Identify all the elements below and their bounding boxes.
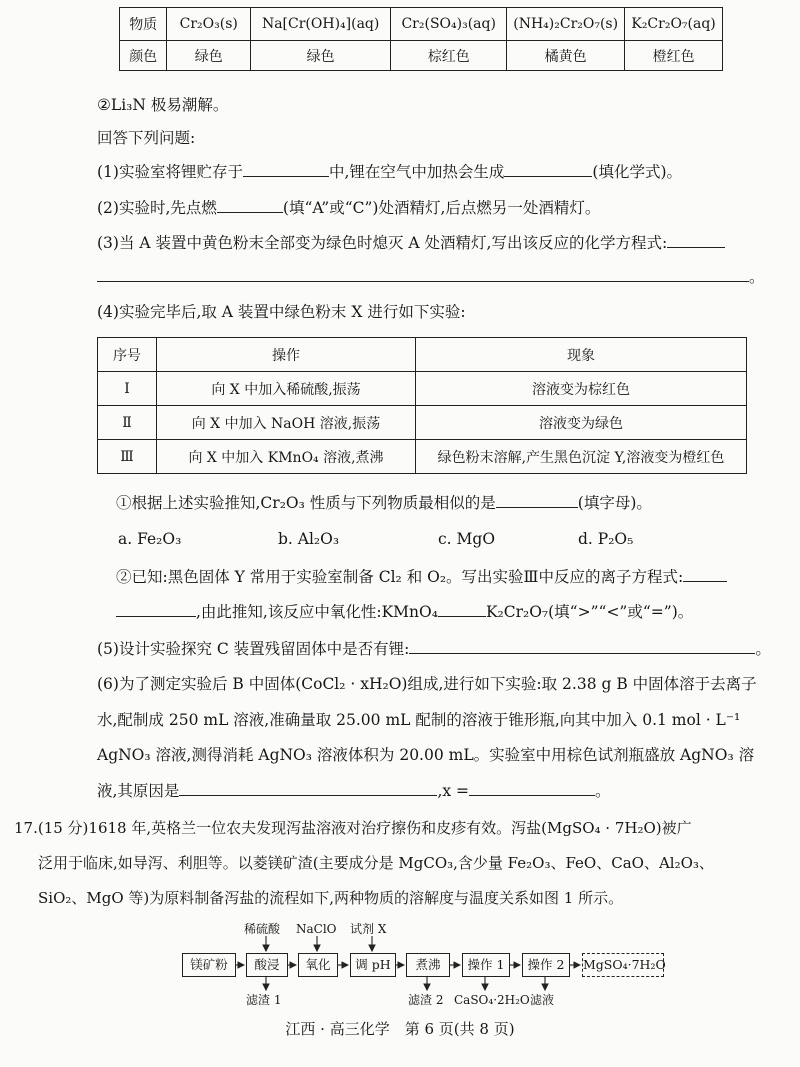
flow-box-oxidation: 氧化 [298, 953, 338, 977]
q4-2-text-c: K₂Cr₂O₇(填“>”“<”或“=”)。 [485, 603, 694, 621]
color-table-cell: 橘黄色 [507, 41, 625, 71]
q1-text-c: (填化学式)。 [592, 163, 683, 181]
flow-label-caso4: CaSO₄·2H₂O [454, 993, 530, 1007]
exp-row-operation: 向 X 中加入 KMnO₄ 溶液,煮沸 [157, 440, 416, 474]
color-table-cell: 颜色 [120, 41, 167, 71]
color-table-header: Cr₂(SO₄)₃(aq) [391, 8, 507, 41]
color-table-header: K₂Cr₂O₇(aq) [625, 8, 723, 41]
flow-box-operation-2: 操作 2 [522, 953, 570, 977]
exp-row-id: Ⅰ [98, 372, 157, 406]
flow-box-product: MgSO₄·7H₂O [582, 953, 664, 977]
exp-row-phenomenon: 溶液变为棕红色 [416, 372, 747, 406]
color-table-header: Cr₂O₃(s) [167, 8, 251, 41]
flow-label-filtrate: 滤液 [530, 993, 555, 1007]
exp-row-operation: 向 X 中加入 NaOH 溶液,振荡 [157, 406, 416, 440]
page-footer: 江西 · 高三化学 第 6 页(共 8 页) [285, 1020, 515, 1038]
exp-header: 现象 [416, 338, 747, 372]
exp-row-phenomenon: 绿色粉末溶解,产生黑色沉淀 Y,溶液变为橙红色 [416, 440, 747, 474]
flow-box-boil: 煮沸 [406, 953, 450, 977]
q3-end: 。 [749, 268, 765, 286]
question-17-line1: 17.(15 分)1618 年,英格兰一位农夫发现泻盐溶液对治疗擦伤和皮疹有效。泻盐(MgSO₄ · 7H₂O)被广 [14, 819, 692, 837]
question-17-line2: 泛用于临床,如导泻、利胆等。以菱镁矿渣(主要成分是 MgCO₃,含少量 Fe₂O₃、FeO、CaO、Al₂O₃、 [38, 854, 714, 872]
question-4-intro: (4)实验完毕后,取 A 装置中绿色粉末 X 进行如下实验: [97, 303, 466, 321]
flow-label-reagent-x: 试剂 X [350, 922, 387, 936]
q4-1-text-b: (填字母)。 [577, 494, 652, 512]
exp-header: 操作 [157, 338, 416, 372]
question-6-line2: 水,配制成 250 mL 溶液,准确量取 25.00 mL 配制的溶液于锥形瓶,向其中加入 0.1 mol · L⁻¹ [97, 711, 741, 729]
color-table-cell: 橙红色 [625, 41, 723, 71]
exp-row-id: Ⅱ [98, 406, 157, 440]
q6-end: 。 [595, 782, 611, 800]
q4-2-text-a: ②已知:黑色固体 Y 常用于实验室制备 Cl₂ 和 O₂。写出实验Ⅲ中反应的离子方程式: [116, 568, 684, 586]
flow-box-operation-1: 操作 1 [462, 953, 510, 977]
option-b: b. Al₂O₃ [278, 530, 340, 548]
flow-label-dilute-sulfuric-acid: 稀硫酸 [244, 922, 281, 936]
exp-row-phenomenon: 溶液变为绿色 [416, 406, 747, 440]
flow-box-raw-powder: 镁矿粉 [182, 953, 236, 977]
question-6-line1: (6)为了测定实验后 B 中固体(CoCl₂ · xH₂O)组成,进行如下实验:取 2.38 g B 中固体溶于去离子 [97, 675, 757, 693]
color-table-header: Na[Cr(OH)₄](aq) [251, 8, 391, 41]
q2-text-a: (2)实验时,先点燃 [97, 199, 217, 217]
color-table-header: (NH₄)₂Cr₂O₇(s) [507, 8, 625, 41]
flow-label-naclo: NaClO [296, 922, 337, 936]
q4-2-text-b: ,由此推知,该反应中氧化性:KMnO₄ [196, 603, 438, 621]
flow-label-residue-2: 滤渣 2 [408, 993, 444, 1007]
option-c: c. MgO [438, 530, 496, 548]
color-table-cell: 绿色 [167, 41, 251, 71]
q2-text-b: (填“A”或“C”)处酒精灯,后点燃另一处酒精灯。 [282, 199, 601, 217]
flow-box-acid-leach: 酸浸 [246, 953, 288, 977]
question-17-line3: SiO₂、MgO 等)为原料制备泻盐的流程如下,两种物质的溶解度与温度关系如图 1 所示。 [38, 889, 624, 907]
color-table-cell: 棕红色 [391, 41, 507, 71]
color-table-header: 物质 [120, 8, 167, 41]
exp-row-operation: 向 X 中加入稀硫酸,振荡 [157, 372, 416, 406]
q5-end: 。 [755, 640, 771, 658]
q5-text: (5)设计实验探究 C 装置残留固体中是否有锂: [97, 640, 410, 658]
q3-text: (3)当 A 装置中黄色粉末全部变为绿色时熄灭 A 处酒精灯,写出该反应的化学方程式: [97, 234, 668, 252]
q6-text-b: ,x = [437, 782, 470, 800]
intro-text: 回答下列问题: [97, 129, 196, 147]
q4-1-text-a: ①根据上述实验推知,Cr₂O₃ 性质与下列物质最相似的是 [116, 494, 496, 512]
q1-text-b: 中,锂在空气中加热会生成 [328, 163, 505, 181]
note-li3n: ②Li₃N 极易潮解。 [97, 96, 229, 114]
option-a: a. Fe₂O₃ [118, 530, 182, 548]
color-table-cell: 绿色 [251, 41, 391, 71]
flow-box-adjust-ph: 调 pH [350, 953, 396, 977]
option-d: d. P₂O₅ [578, 530, 634, 548]
q6-text-a: 液,其原因是 [97, 782, 180, 800]
question-6-line3: AgNO₃ 溶液,测得消耗 AgNO₃ 溶液体积为 20.00 mL。实验室中用棕色试剂瓶盛放 AgNO₃ 溶 [97, 746, 755, 764]
flow-label-residue-1: 滤渣 1 [246, 993, 282, 1007]
q1-text-a: (1)实验室将锂贮存于 [97, 163, 243, 181]
exp-row-id: Ⅲ [98, 440, 157, 474]
exp-header: 序号 [98, 338, 157, 372]
